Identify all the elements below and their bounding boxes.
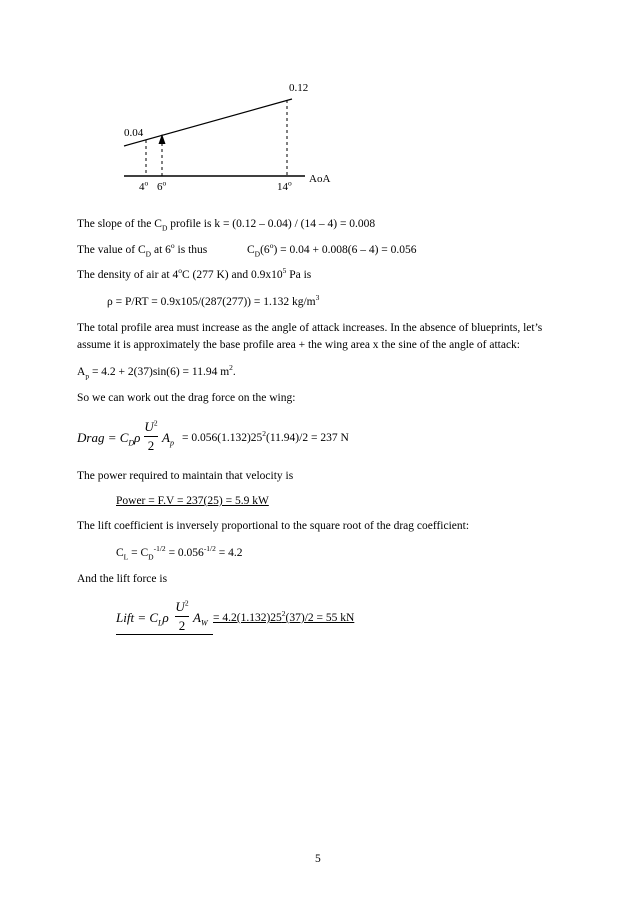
- lift-coefficient-intro: The lift coefficient is inversely proportional to the square root of the drag coefficient:: [77, 520, 470, 532]
- lift-equation-lhs: Lift = $C_L\rho$: [116, 610, 169, 628]
- page-number: 5: [315, 853, 321, 865]
- value-line: The value of $C_D$ at 6$^o$ is thus: [77, 241, 208, 259]
- cd-profile-line: [124, 99, 292, 146]
- lift-equation-underline: [116, 634, 213, 635]
- drag-equation-value: = $0.056(1.132)25^2(11.94)/2 = 237$ N: [182, 429, 349, 444]
- label-cd-0-12: 0.12: [289, 82, 309, 94]
- tick-label-6: 6$^o$: [157, 178, 167, 193]
- lift-intro: And the lift force is: [77, 573, 168, 585]
- power-equation: Power = F.V = 237(25) = 5.9 kW: [116, 495, 269, 507]
- lift-equation-area: $A_W$: [193, 610, 208, 628]
- lift-fraction-numerator: $U^2$: [175, 598, 189, 614]
- lift-fraction-bar: [175, 616, 189, 617]
- slope-line: The slope of the $C_D$ profile is k = (0.12 – 0.04) / (14 – 4) = 0.008: [77, 218, 376, 233]
- drag-intro: So we can work out the drag force on the wing:: [77, 392, 296, 404]
- profile-area-paragraph: The total profile area must increase as the angle of attack increases. In the absence of blueprints, let’s assume it is approximately the base profile area + the wing area x the sine of the angle of attack:: [77, 322, 543, 351]
- ap-equation: $A_p = 4.2 + 2(37)\sin(6) = 11.94$ $m^2$.: [77, 363, 236, 381]
- lift-fraction-denominator: 2: [178, 618, 186, 633]
- drag-equation-area: $A_p$: [162, 430, 174, 448]
- tick-label-4: 4$^o$: [139, 178, 149, 193]
- value-equation: $C_D(6^o) = 0.04 + 0.008(6 - 4) = 0.056$: [247, 241, 417, 259]
- drag-fraction-bar: [144, 436, 158, 437]
- drag-equation-lhs: Drag = $C_D\rho$: [77, 430, 141, 448]
- rho-equation: ρ = P/RT = 0.9x105/(287(277)) = 1.132 $kg/m^3$: [107, 293, 320, 308]
- drag-coefficient-sketch: [0, 0, 638, 200]
- drag-fraction-numerator: $U^2$: [144, 418, 158, 434]
- cl-equation: $C_L = C_D^{-1/2} = 0.056^{-1/2} = 4.2$: [116, 544, 243, 562]
- label-cd-0-04: 0.04: [124, 127, 144, 139]
- axis-label-aoa: AoA: [309, 173, 331, 185]
- lift-equation-value: = $4.2(1.132)25^2(37)/2 = 55$ kN: [213, 609, 355, 624]
- drag-fraction-denominator: 2: [147, 438, 155, 453]
- density-line: The density of air at 4$^o$C (277 K) and $0.9x10^5$ Pa is: [77, 266, 312, 281]
- power-intro: The power required to maintain that velocity is: [77, 470, 294, 482]
- tick-label-14: 14$^o$: [277, 178, 292, 193]
